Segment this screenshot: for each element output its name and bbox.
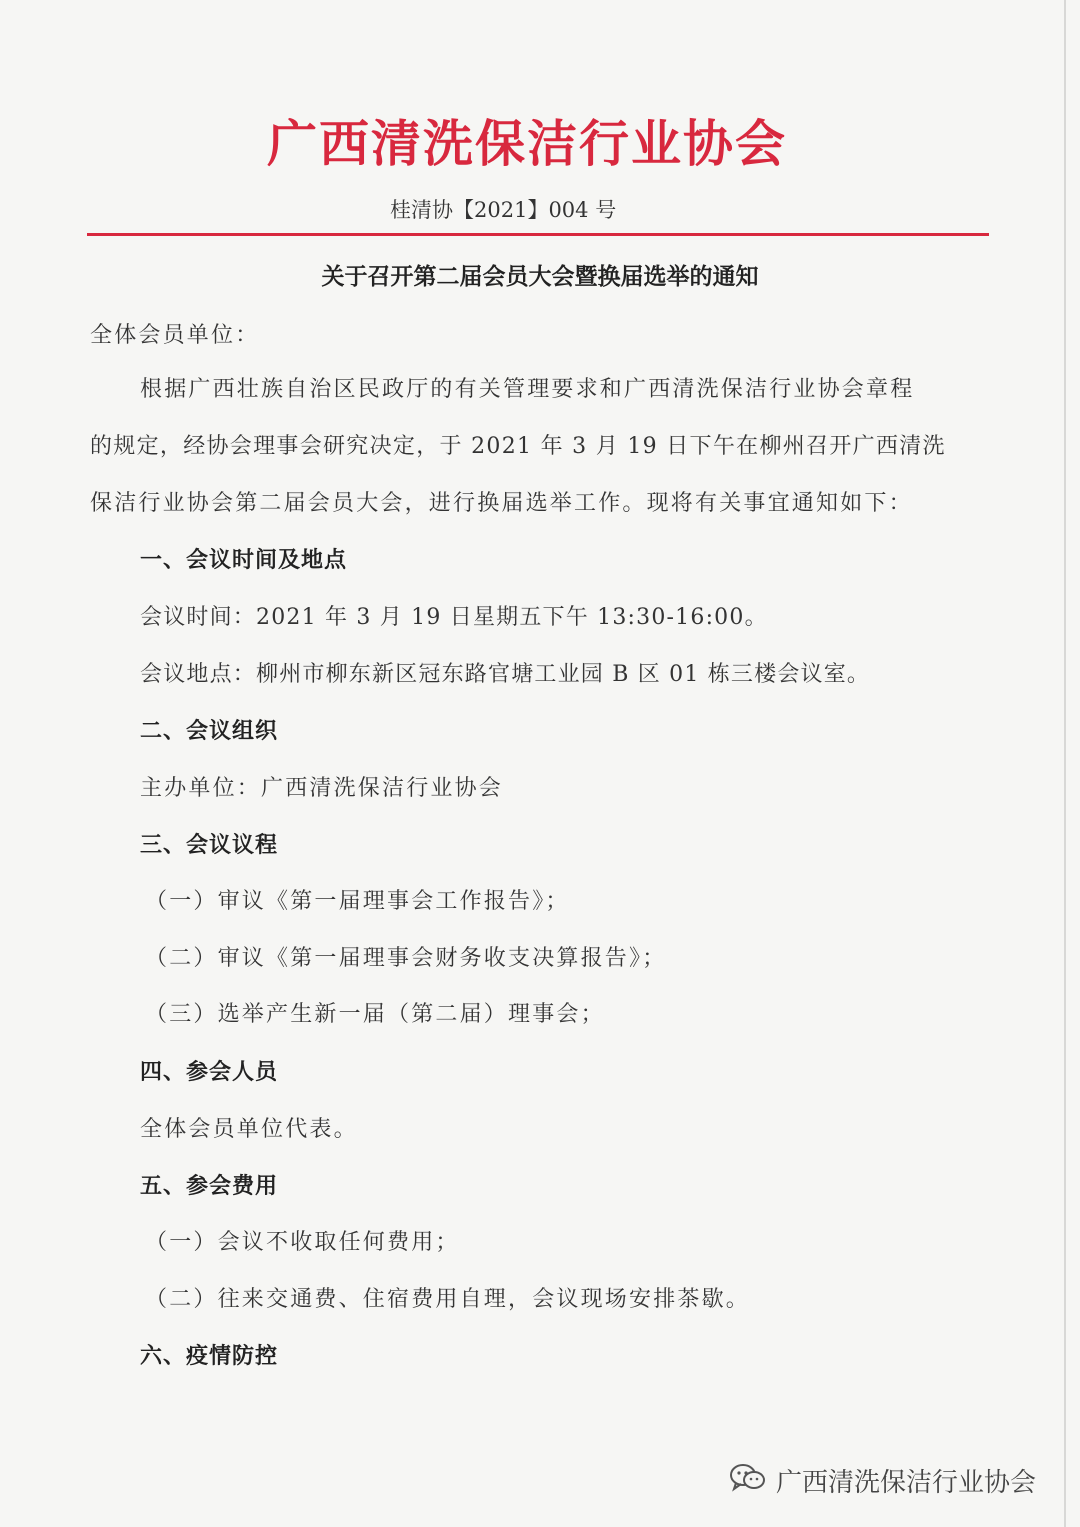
section-heading-2: 二、会议组织 xyxy=(140,718,279,744)
document-number: 桂清协【2021】004 号 xyxy=(390,198,617,222)
agenda-item-1: （一）审议《第一届理事会工作报告》； xyxy=(145,889,570,914)
wechat-icon xyxy=(728,1461,768,1499)
section-heading-1: 一、会议时间及地点 xyxy=(140,547,348,573)
attendees: 全体会员单位代表。 xyxy=(140,1117,358,1142)
section-heading-3: 三、会议议程 xyxy=(140,832,279,858)
intro-line-1: 根据广西壮族自治区民政厅的有关管理要求和广西清洗保洁行业协会章程 xyxy=(140,377,915,402)
intro-line-3: 保洁行业协会第二届会员大会，进行换届选举工作。现将有关事宜通知如下： xyxy=(90,491,913,516)
document-title: 关于召开第二届会员大会暨换届选举的通知 xyxy=(321,263,759,290)
letterhead-red-rule xyxy=(87,233,989,236)
meeting-time: 会议时间：2021 年 3 月 19 日星期五下午 13:30-16:00。 xyxy=(140,605,768,630)
host-organization: 主办单位：广西清洗保洁行业协会 xyxy=(140,776,504,801)
section-heading-5: 五、参会费用 xyxy=(140,1173,279,1199)
agenda-item-3: （三）选举产生新一届（第二届）理事会； xyxy=(145,1002,605,1027)
watermark-text: 广西清洗保洁行业协会 xyxy=(776,1467,1037,1498)
intro-line-2: 的规定，经协会理事会研究决定，于 2021 年 3 月 19 日下午在柳州召开广西清洗 xyxy=(90,434,946,459)
organization-letterhead: 广西清洗保洁行业协会 xyxy=(267,114,787,173)
meeting-place: 会议地点：柳州市柳东新区冠东路官塘工业园 B 区 01 栋三楼会议室。 xyxy=(140,662,871,687)
section-heading-6: 六、疫情防控 xyxy=(140,1343,279,1369)
scan-edge-shadow xyxy=(1064,0,1066,1527)
wechat-watermark xyxy=(728,1458,1036,1502)
fee-item-1: （一）会议不收取任何费用； xyxy=(145,1230,460,1255)
salutation: 全体会员单位： xyxy=(90,323,260,348)
agenda-item-2: （二）审议《第一届理事会财务收支决算报告》； xyxy=(145,946,667,971)
fee-item-2: （二）往来交通费、住宿费用自理，会议现场安排茶歇。 xyxy=(145,1287,751,1312)
section-heading-4: 四、参会人员 xyxy=(140,1059,279,1085)
